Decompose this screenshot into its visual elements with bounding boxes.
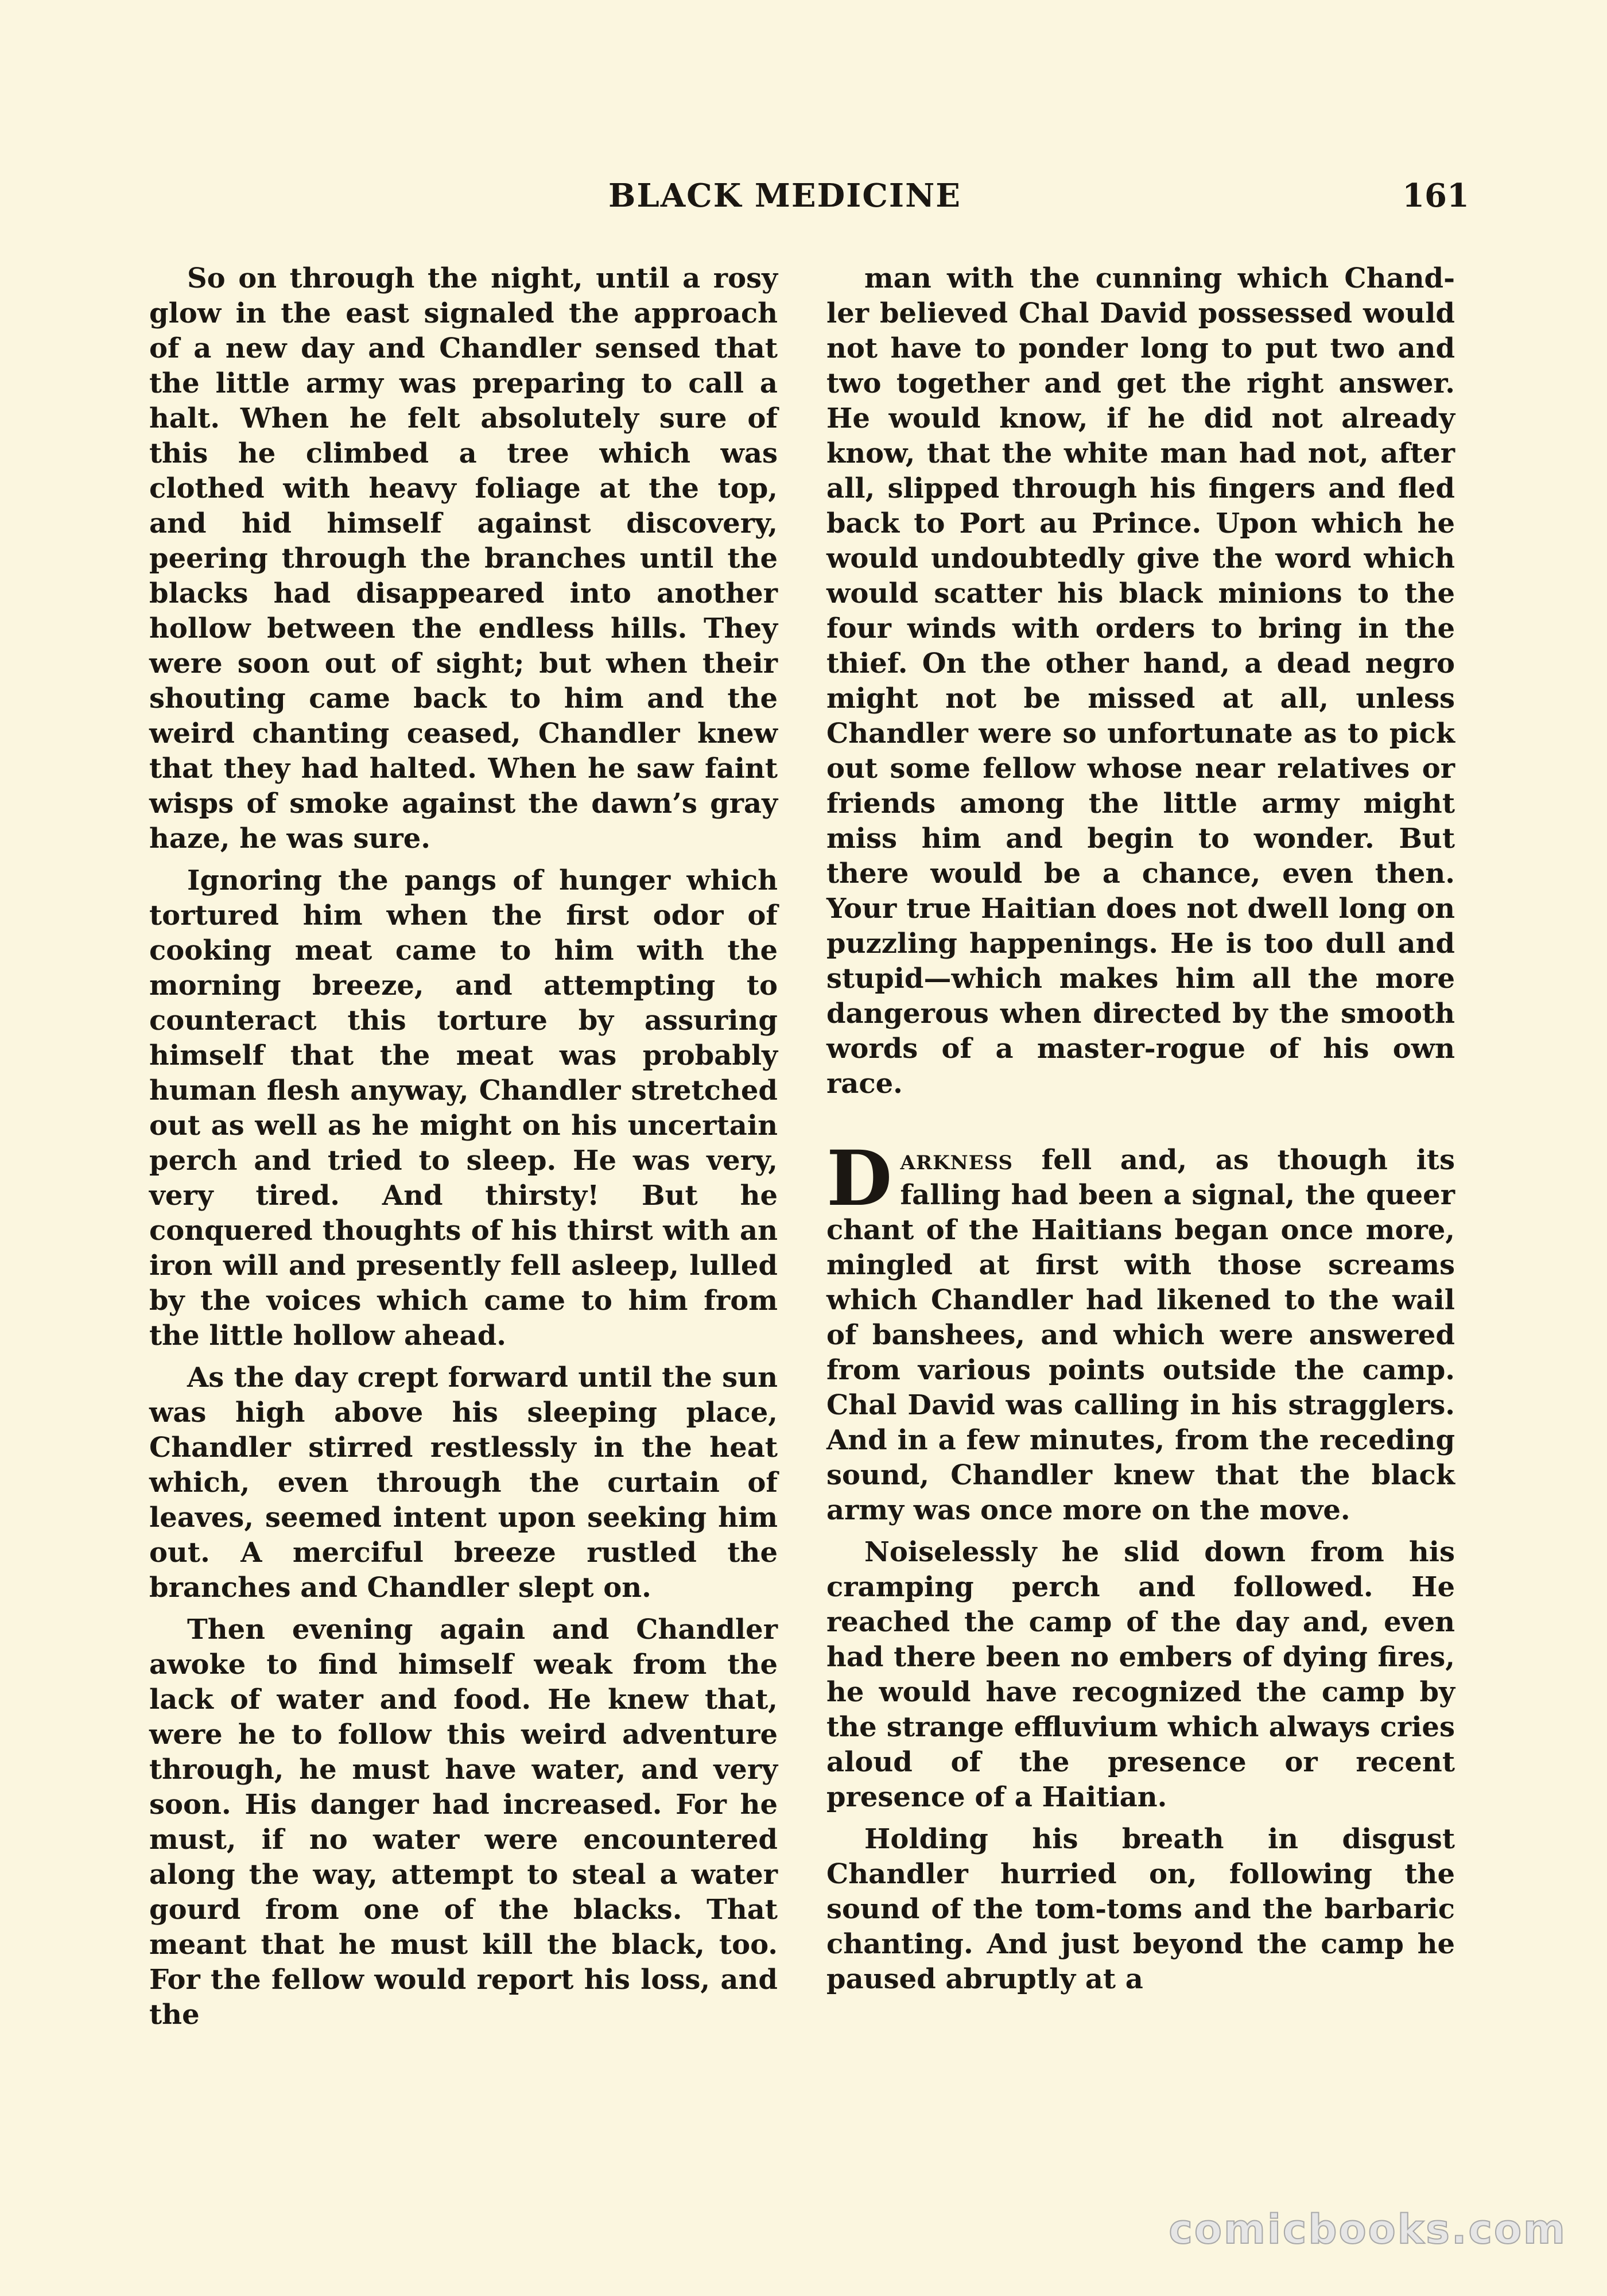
running-title: BLACK MEDICINE bbox=[608, 177, 961, 215]
paragraph: Ignoring the pangs of hunger which tortured him when the first odor of cooking meat came to him with the morning breeze, and attempting to counteract this torture by assuring himself that the meat was probably human flesh anyway, Chandler stretched out as well as he might on his uncertain perch and tried to sleep. He was very, very tired. And thirsty! But he conquered thoughts of his thirst with an iron will and presently fell asleep, lulled by the voices which came to him from the little hollow ahead. bbox=[149, 864, 778, 1352]
section-break bbox=[826, 1108, 1455, 1143]
section-opening-paragraph bbox=[826, 1134, 1455, 1528]
paragraph: man with the cunning which Chandler believed Chal David possessed would not have to ponder long to put two and two together and get the right answer. He would know, if he did not already know, that the white man had not, after all, slipped through his fingers and fled back to Port au Prince. Upon which he would undoubtedly give the word which would scatter his black minions to the four winds with orders to bring in the thief. On the other hand, a dead negro might not be missed at all, unless Chandler were so unfortunate as to pick out some fellow whose near relatives or friends among the little army might miss him and begin to wonder. But there would be a chance, even then. Your true Haitian does not dwell long on puzzling happenings. He is too dull and stupid—which makes him all the more dangerous when directed by the smooth words of a master-rogue of his own race. bbox=[826, 262, 1455, 1100]
watermark: comicbooks.com bbox=[1169, 2206, 1567, 2253]
paragraph: So on through the night, until a rosy glow in the east signaled the approach of a new day and Chandler sensed that the little army was preparing to call a halt. When he felt absolutely sure of this he climbed a tree which was clothed with heavy foliage at the top, and hid himself against discovery, peering through the branches until the blacks had disappeared into another hollow between the endless hills. They were soon out of sight; but when their shouting came back to him and the weird chanting ceased, Chandler knew that they had halted. When he saw faint wisps of smoke against the dawn’s gray haze, he was sure. bbox=[149, 262, 778, 855]
right-column bbox=[826, 261, 1455, 2004]
paragraph: As the day crept forward until the sun was high above his sleeping place, Chandler stirred restlessly in the heat which, even through the curtain of leaves, seemed intent upon seeking him out. A merciful breeze rustled the branches and Chandler slept on. bbox=[149, 1362, 778, 1604]
page-number: 161 bbox=[1402, 177, 1469, 215]
small-caps-lead: arkness bbox=[900, 1144, 1014, 1176]
paragraph-text: fell and, as though its falling had been a signal, the queer chant of the Haitians began once more, mingled at first with those screams which Chandler had likened to the wail of banshees, and which were answered from various points outside the camp. Chal David was calling in his stragglers. And in a few minutes, from the receding sound, Chandler knew that the black army was once more on the move. bbox=[826, 1144, 1455, 1526]
paragraph: Then evening again and Chandler awoke to find himself weak from the lack of water and food. He knew that, were he to follow this weird adventure through, he must have water, and very soon. His danger had increased. For he must, if no water were encountered along the way, attempt to steal a water gourd from one of the blacks. That meant that he must kill the black, too. For the fellow would report his loss, and the bbox=[149, 1614, 778, 2031]
paragraph: Holding his breath in disgust Chandler hurried on, following the sound of the tom-toms and the barbaric chanting. And just beyond the camp he paused abruptly at a bbox=[826, 1823, 1455, 1995]
page-header bbox=[608, 172, 1469, 235]
paragraph: Noiselessly he slid down from his cramping perch and followed. He reached the camp of the day and, even had there been no embers of dying fires, he would have recognized the camp by the strange effluvium which always cries aloud of the presence or recent presence of a Haitian. bbox=[826, 1536, 1455, 1813]
drop-cap: D bbox=[826, 1134, 892, 1223]
left-column bbox=[149, 261, 778, 2039]
